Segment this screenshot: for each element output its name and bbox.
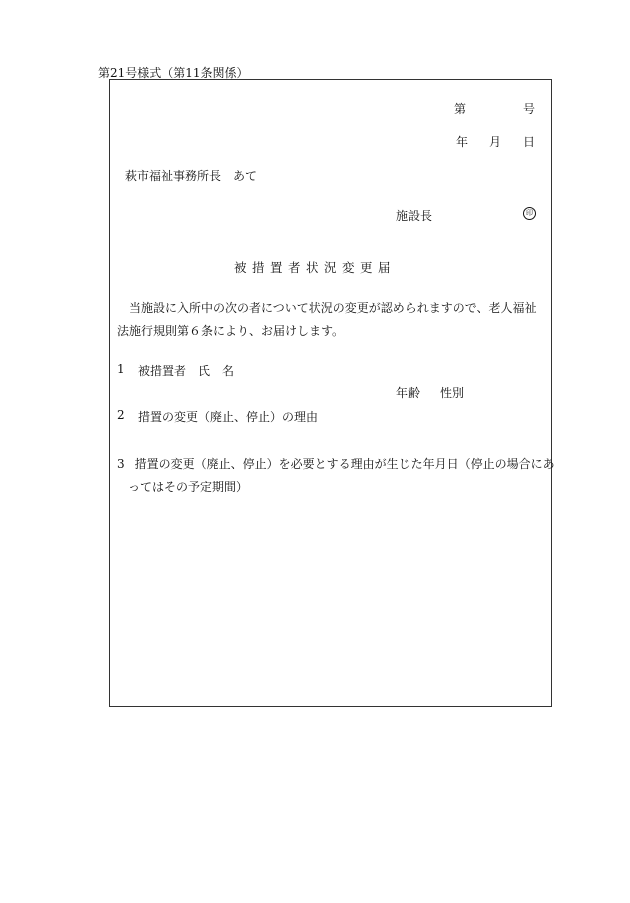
item1-name-label: 氏 名 (198, 364, 235, 378)
item1-age-label: 年齢 (396, 386, 421, 400)
item2-number: 2 (117, 408, 125, 422)
body-text: 当施設に入所中の次の者について状況の変更が認められますので、老人福祉法施行規則第６条により、お届けします。 (117, 301, 537, 338)
facility-head-label: 施設長 (396, 209, 433, 223)
item3-text (117, 453, 558, 499)
document-title: 被措置者状況変更届 (233, 260, 396, 275)
item2-label: 措置の変更（廃止、停止）の理由 (138, 410, 319, 424)
number-prefix: 第 (454, 102, 467, 116)
date-month: 月 (489, 135, 502, 149)
seal-mark: 印 (523, 207, 536, 220)
form-number: 第21号様式（第11条関係） (98, 66, 249, 80)
item3-label: 措置の変更（廃止、停止）を必要とする理由が生じた年月日（停止の場合にあってはその予定期間） (128, 457, 555, 494)
item1-number: 1 (117, 362, 125, 376)
item1-label: 被措置者 (138, 364, 187, 378)
item1-sex-label: 性別 (440, 386, 465, 400)
item3-number: 3 (117, 457, 125, 471)
number-suffix: 号 (523, 102, 536, 116)
date-year: 年 (456, 135, 469, 149)
date-day: 日 (523, 135, 536, 149)
addressee: 萩市福祉事務所長 あて (125, 169, 258, 183)
